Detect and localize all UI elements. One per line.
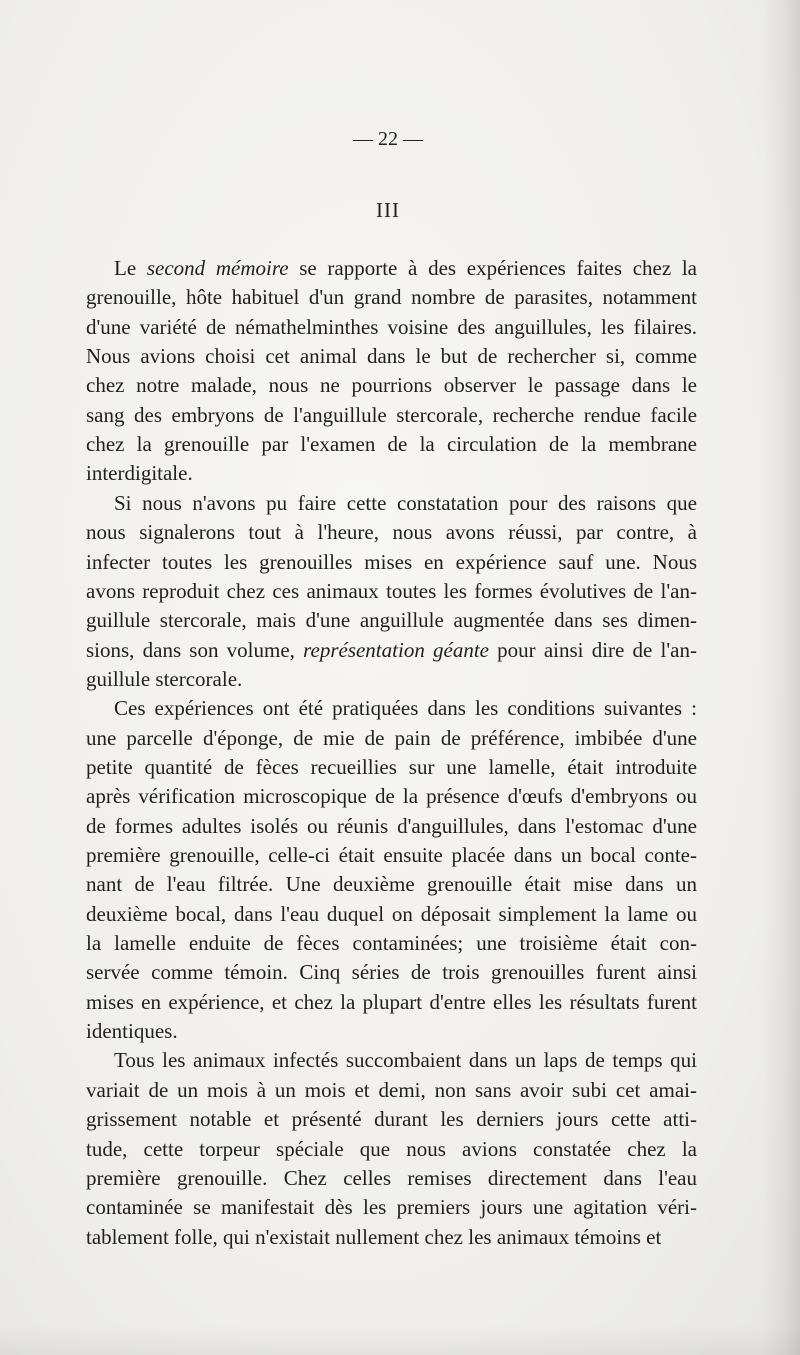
- text-span: deuxième bocal, dans l'eau duquel on déposait simplement la lame ou: [86, 901, 697, 926]
- text-span: nant de l'eau filtrée. Une deuxième grenouille était mise dans un: [86, 872, 697, 897]
- text-span: première grenouille. Chez celles remises directement dans l'eau: [86, 1165, 697, 1190]
- text-span: Nous avions choisi cet animal dans le but de rechercher si, comme: [86, 344, 697, 369]
- text-line: [86, 489, 697, 518]
- text-line: [86, 665, 697, 694]
- text-line: [86, 283, 697, 312]
- text-line: [86, 518, 697, 547]
- text-span: nous signalerons tout à l'heure, nous avons réussi, par contre, à: [86, 520, 697, 545]
- text-span: guillule stercorale.: [86, 666, 243, 691]
- text-line: [86, 548, 697, 577]
- section-heading: III: [376, 198, 400, 222]
- text-span: contaminée se manifestait dès les premiers jours une agitation véri-: [86, 1195, 697, 1220]
- text-span: mises en expérience, et chez la plupart d'entre elles les résultats furent: [86, 989, 697, 1014]
- text-line: [86, 929, 697, 958]
- text-line: [86, 1076, 697, 1105]
- text-span: une parcelle d'éponge, de mie de pain de préférence, imbibée d'une: [86, 725, 697, 750]
- text-span: Le: [114, 256, 147, 280]
- text-line: [86, 401, 697, 430]
- text-span: sions, dans son volume,: [86, 637, 304, 662]
- text-line: [86, 782, 697, 811]
- text-line: [86, 1135, 697, 1164]
- text-line: [86, 1017, 697, 1046]
- page-number: — 22 —: [353, 128, 423, 150]
- text-line: [86, 254, 697, 283]
- text-line: [86, 577, 697, 606]
- page-bottom-shadow: [0, 1325, 800, 1355]
- text-span: Tous les animaux infectés succombaient dans un laps de temps qui: [114, 1048, 697, 1073]
- text-span: la lamelle enduite de fèces contaminées; une troisième était con-: [86, 931, 697, 956]
- italic-text: représentation géante: [303, 637, 489, 662]
- text-line: [86, 988, 697, 1017]
- text-span: après vérification microscopique de la présence d'œufs d'embryons ou: [86, 784, 697, 809]
- text-span: première grenouille, celle-ci était ensuite placée dans un bocal conte-: [86, 843, 697, 867]
- text-line: [86, 1193, 697, 1222]
- text-line: [86, 870, 697, 899]
- text-line: [86, 1046, 697, 1075]
- text-span: chez la grenouille par l'examen de la circulation de la membrane: [86, 432, 697, 457]
- text-line: [86, 958, 697, 987]
- italic-text: second mémoire: [146, 256, 289, 280]
- text-span: pour ainsi dire de l'an-: [488, 637, 697, 662]
- text-span: guillule stercorale, mais d'une anguillule augmentée dans ses dimen-: [86, 608, 697, 633]
- text-span: chez notre malade, nous ne pourrions observer le passage dans le: [86, 373, 697, 398]
- text-line: [86, 459, 697, 488]
- text-line: [86, 724, 697, 753]
- text-line: [86, 371, 697, 400]
- text-span: grenouille, hôte habituel d'un grand nombre de parasites, notamment: [86, 285, 697, 310]
- text-span: servée comme témoin. Cinq séries de trois grenouilles furent ainsi: [86, 960, 697, 985]
- text-span: variait de un mois à un mois et demi, non sans avoir subi cet amai-: [86, 1077, 697, 1102]
- text-span: avons reproduit chez ces animaux toutes les formes évolutives de l'an-: [86, 578, 697, 603]
- text-span: interdigitale.: [86, 461, 193, 486]
- text-line: [86, 1223, 697, 1252]
- text-span: identiques.: [86, 1019, 178, 1044]
- text-span: se rapporte à des expériences faites chez la: [288, 256, 698, 280]
- text-span: tablement folle, qui n'existait nullement chez les animaux témoins et: [86, 1224, 662, 1249]
- text-line: [86, 812, 697, 841]
- text-line: [86, 900, 697, 929]
- text-span: de formes adultes isolés ou réunis d'anguillules, dans l'estomac d'une: [86, 813, 697, 838]
- text-span: petite quantité de fèces recueillies sur une lamelle, était introduite: [86, 754, 697, 779]
- text-span: infecter toutes les grenouilles mises en expérience sauf une. Nous: [86, 549, 697, 574]
- text-line: [86, 313, 697, 342]
- text-span: grissement notable et présenté durant les derniers jours cette atti-: [86, 1107, 697, 1132]
- text-span: sang des embryons de l'anguillule stercorale, recherche rendue facile: [86, 402, 697, 427]
- text-line: [86, 636, 697, 665]
- text-span: Ces expériences ont été pratiquées dans les conditions suivantes :: [114, 696, 697, 721]
- text-line: [86, 753, 697, 782]
- text-line: [86, 1164, 697, 1193]
- text-span: tude, cette torpeur spéciale que nous avions constatée chez la: [86, 1136, 697, 1161]
- text-line: [86, 430, 697, 459]
- text-line: [86, 1105, 697, 1134]
- text-span: Si nous n'avons pu faire cette constatation pour des raisons que: [114, 490, 697, 515]
- text-line: [86, 841, 697, 870]
- text-line: [86, 694, 697, 723]
- text-line: [86, 342, 697, 371]
- text-span: d'une variété de némathelminthes voisine des anguillules, les filaires.: [86, 314, 697, 339]
- text-line: [86, 606, 697, 635]
